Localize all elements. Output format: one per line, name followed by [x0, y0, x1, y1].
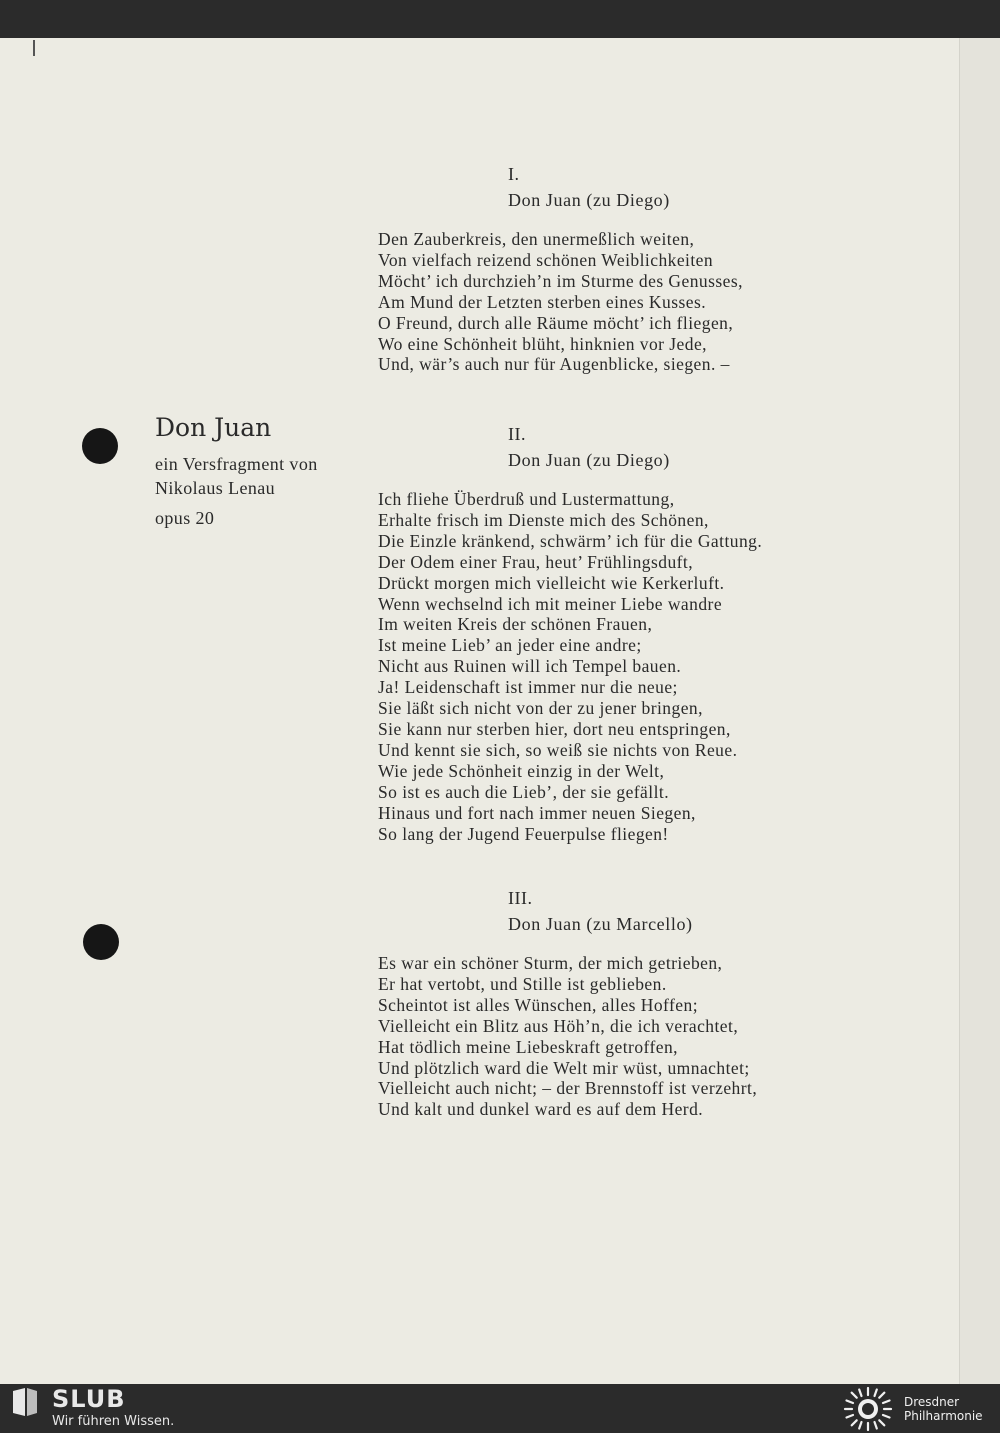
verse-line: Der Odem einer Frau, heut’ Frühlingsduft, — [378, 551, 694, 572]
slub-book-icon — [12, 1387, 38, 1417]
verse-section-3 — [378, 885, 838, 1120]
work-title: Don Juan — [155, 413, 272, 442]
verse-line: Drückt morgen mich vielleicht wie Kerkerluft. — [378, 572, 725, 593]
margin-mark — [33, 40, 35, 56]
verse-line: O Freund, durch alle Räume möcht’ ich fliegen, — [378, 312, 734, 333]
verse-line: Nicht aus Ruinen will ich Tempel bauen. — [378, 656, 682, 677]
verse-line: Sie kann nur sterben hier, dort neu entspringen, — [378, 718, 731, 739]
work-title-block — [155, 410, 318, 530]
verse-line: Es war ein schöner Sturm, der mich getrieben, — [378, 953, 723, 973]
verse-line: Vielleicht ein Blitz aus Höh’n, die ich verachtet, — [378, 1015, 739, 1036]
slub-tagline: Wir führen Wissen. — [52, 1414, 175, 1429]
work-author: Nikolaus Lenau — [155, 478, 276, 498]
verse-line: Vielleicht auch nicht; – der Brennstoff ist verzehrt, — [378, 1078, 758, 1099]
verse-line: Hinaus und fort nach immer neuen Siegen, — [378, 802, 696, 823]
verse-line: Von vielfach reizend schönen Weiblichkeiten — [378, 249, 714, 270]
work-opus: opus 20 — [155, 508, 215, 528]
verse-line: Wie jede Schönheit einzig in der Welt, — [378, 760, 665, 781]
verse-line: Und kalt und dunkel ward es auf dem Herd. — [378, 1099, 704, 1120]
section-number: III. — [508, 888, 533, 908]
section-heading: Don Juan (zu Marcello) — [508, 914, 693, 934]
verse-line: Wo eine Schönheit blüht, hinknien vor Jede, — [378, 333, 707, 354]
verse-line: Hat tödlich meine Liebeskraft getroffen, — [378, 1036, 678, 1057]
punch-hole-top — [82, 428, 118, 464]
philharmonie-line-2: Philharmonie — [904, 1409, 983, 1423]
scan-background-top — [0, 0, 1000, 38]
verse-line: Möcht’ ich durchzieh’n im Sturme des Genusses, — [378, 270, 743, 291]
verse-line: Wenn wechselnd ich mit meiner Liebe wandre — [378, 593, 723, 614]
verse-line: Erhalte frisch im Dienste mich des Schönen, — [378, 509, 709, 530]
verse-line: Und, wär’s auch nur für Augenblicke, siegen. – — [378, 354, 730, 375]
verse-line: Und kennt sie sich, so weiß sie nichts von Reue. — [378, 739, 738, 760]
page-fold-strip — [959, 38, 1000, 1384]
verse-section-1 — [378, 161, 838, 375]
verse-line: Scheintot ist alles Wünschen, alles Hoffen; — [378, 994, 699, 1015]
verse-line: Ist meine Lieb’ an jeder eine andre; — [378, 635, 642, 656]
section-heading: Don Juan (zu Diego) — [508, 450, 670, 470]
philharmonie-line-1: Dresdner — [904, 1395, 960, 1409]
verse-line: So lang der Jugend Feuerpulse fliegen! — [378, 823, 669, 844]
section-number: I. — [508, 164, 520, 184]
verse-line: Er hat vertobt, und Stille ist geblieben. — [378, 973, 667, 994]
punch-hole-bottom — [83, 924, 119, 960]
work-subtitle: ein Versfragment von — [155, 454, 318, 474]
verse-section-2 — [378, 421, 838, 844]
section-number: II. — [508, 424, 526, 444]
verse-line: Am Mund der Letzten sterben eines Kusses. — [378, 291, 707, 312]
slub-logo-text[interactable]: SLUB — [52, 1385, 126, 1413]
verse-line: Sie läßt sich nicht von der zu jener bringen, — [378, 698, 703, 719]
verse-line: Die Einzle kränkend, schwärm’ ich für die Gattung. — [378, 530, 763, 551]
philharmonie-logo-text[interactable] — [904, 1395, 983, 1423]
verse-line: Ich fliehe Überdruß und Lustermattung, — [378, 489, 675, 509]
verse-line: Den Zauberkreis, den unermeßlich weiten, — [378, 229, 695, 249]
section-heading: Don Juan (zu Diego) — [508, 190, 670, 210]
philharmonie-sunburst-icon — [842, 1386, 894, 1432]
verse-line: Ja! Leidenschaft ist immer nur die neue; — [378, 677, 678, 698]
verse-line: Und plötzlich ward die Welt mir wüst, umnachtet; — [378, 1057, 750, 1078]
verse-line: Im weiten Kreis der schönen Frauen, — [378, 614, 653, 635]
footer-bar — [0, 1384, 1000, 1433]
verse-line: So ist es auch die Lieb’, der sie gefällt. — [378, 781, 670, 802]
